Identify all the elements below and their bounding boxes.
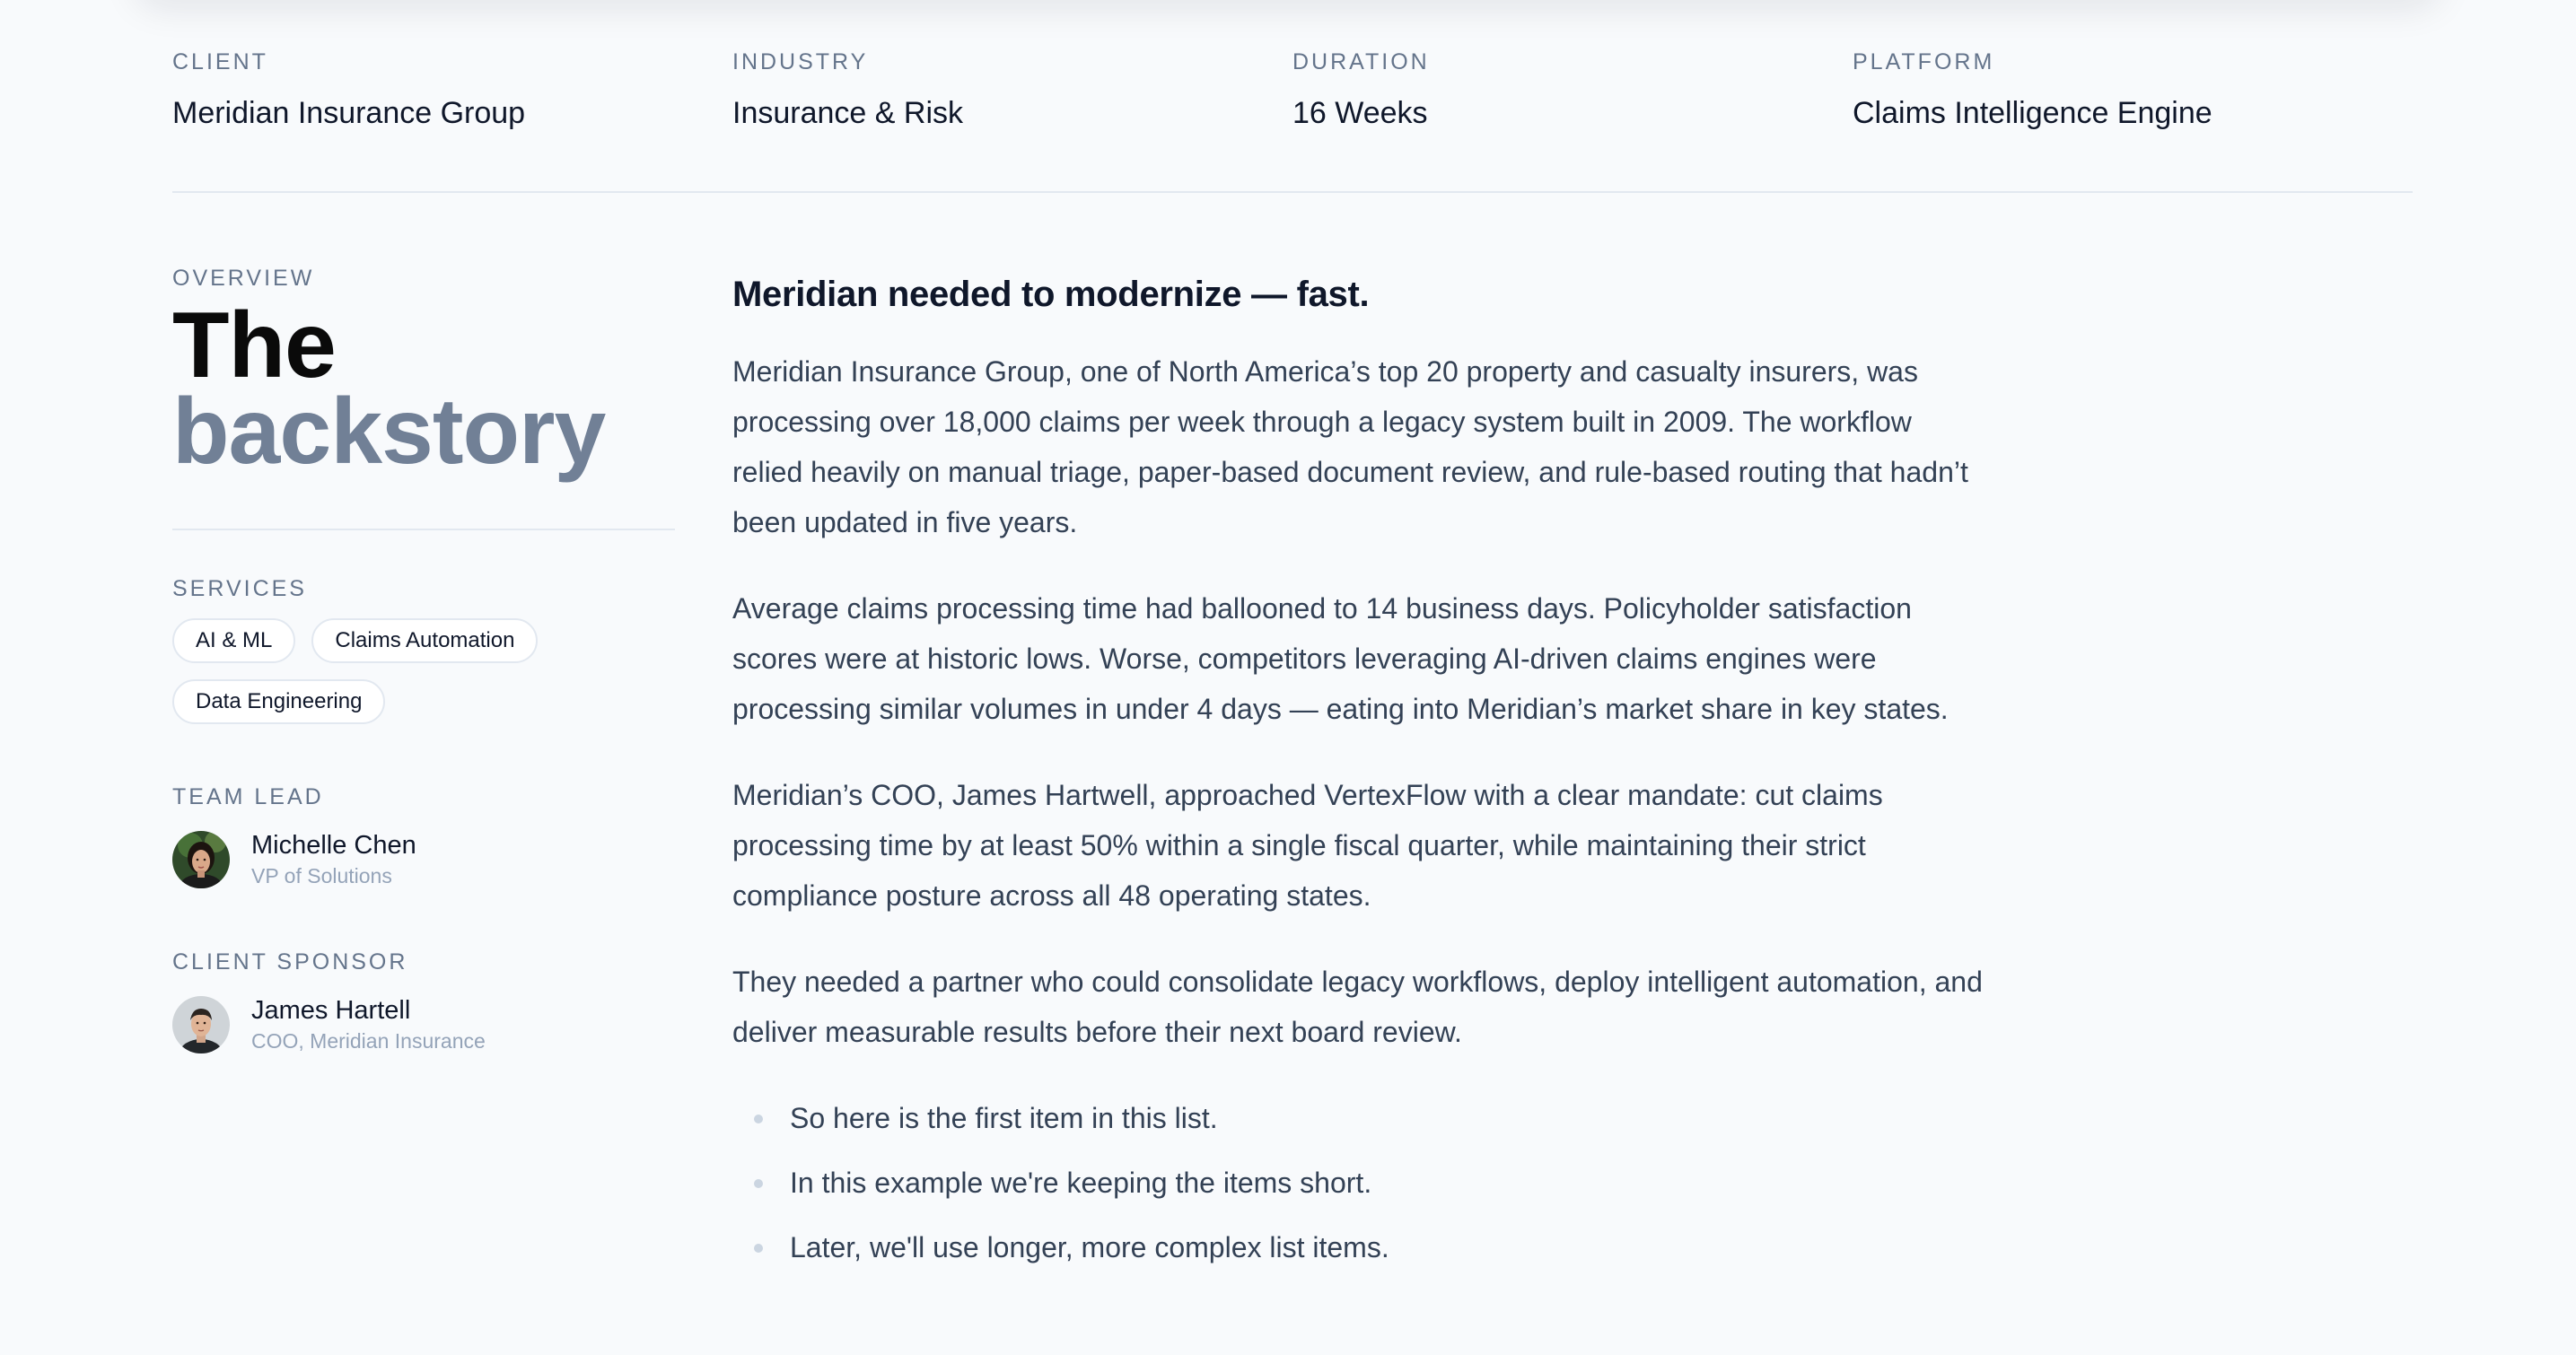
meta-value: Claims Intelligence Engine [1853, 96, 2212, 130]
meta-client [172, 48, 732, 133]
team-lead-label: TEAM LEAD [172, 784, 324, 809]
meta-value: Insurance & Risk [732, 96, 963, 130]
content-paragraph: Meridian Insurance Group, one of North America’s top 20 property and casualty insurers, was processing over 18,000 claims per week through a legacy system built in 2009. The workflow relied heavily on manual triage, paper-based document review, and rule-based routing that hadn’t been updated in five years. [732, 355, 1968, 538]
meta-duration [1292, 48, 1853, 133]
service-tag-data-engineering: Data Engineering [172, 679, 385, 724]
content-heading: Meridian needed to modernize — fast. [732, 275, 1370, 314]
content-paragraph: Average claims processing time had ballooned to 14 business days. Policyholder satisfaction scores were at historic lows. Worse, competitors leveraging AI-driven claims engines were processing similar volumes in under 4 days — eating into Meridian’s market share in key states. [732, 592, 1949, 725]
avatar-photo-icon [172, 831, 230, 888]
service-tag-ai-ml: AI & ML [172, 618, 295, 663]
services-tags [172, 618, 621, 724]
list-item-text: In this example we're keeping the items short. [790, 1167, 1372, 1199]
team-lead-card [172, 830, 675, 889]
backstory-content [732, 269, 1989, 1287]
bullet-dot-icon [754, 1115, 763, 1123]
team-lead-name: Michelle Chen [251, 831, 416, 860]
list-item [732, 1222, 1989, 1272]
meta-label: DURATION [1292, 49, 1430, 74]
client-sponsor-role: COO, Meridian Insurance [251, 1029, 486, 1053]
list-item [732, 1158, 1989, 1208]
content-bullet-list [732, 1093, 1989, 1272]
content-paragraph: They needed a partner who could consolidate legacy workflows, deploy intelligent automation, and deliver measurable results before their next board review. [732, 966, 1983, 1048]
meta-label: CLIENT [172, 49, 268, 74]
page-title [172, 293, 675, 484]
client-sponsor-name: James Hartell [251, 996, 411, 1025]
bullet-dot-icon [754, 1244, 763, 1253]
team-lead-role: VP of Solutions [251, 864, 392, 887]
client-sponsor-card [172, 995, 675, 1054]
project-meta-bar [172, 48, 2413, 133]
meta-value: Meridian Insurance Group [172, 96, 526, 130]
content-paragraph: Meridian’s COO, James Hartwell, approached VertexFlow with a clear mandate: cut claims processing time by at least 50% within a single fiscal quarter, while maintaining their strict compliance posture across all 48 operating states. [732, 779, 1883, 912]
avatar-photo-icon [172, 996, 230, 1053]
bullet-dot-icon [754, 1179, 763, 1188]
title-line-1: The [172, 293, 336, 398]
client-sponsor-label: CLIENT SPONSOR [172, 949, 408, 975]
service-tag-claims-automation: Claims Automation [311, 618, 538, 663]
team-lead-avatar [172, 831, 230, 888]
title-line-2: backstory [172, 380, 606, 484]
list-item-text: So here is the first item in this list. [790, 1102, 1218, 1134]
meta-label: PLATFORM [1853, 49, 1995, 74]
client-sponsor-avatar [172, 996, 230, 1053]
list-item [732, 1093, 1989, 1143]
sidebar-divider [172, 529, 675, 530]
meta-industry [732, 48, 1292, 133]
section-divider [172, 191, 2413, 193]
meta-value: 16 Weeks [1292, 96, 1428, 130]
meta-label: INDUSTRY [732, 49, 869, 74]
overview-eyebrow: OVERVIEW [172, 266, 315, 291]
services-label: SERVICES [172, 576, 307, 601]
list-item-text: Later, we'll use longer, more complex list items. [790, 1231, 1389, 1263]
meta-platform [1853, 48, 2413, 133]
overview-sidebar [172, 265, 675, 1054]
